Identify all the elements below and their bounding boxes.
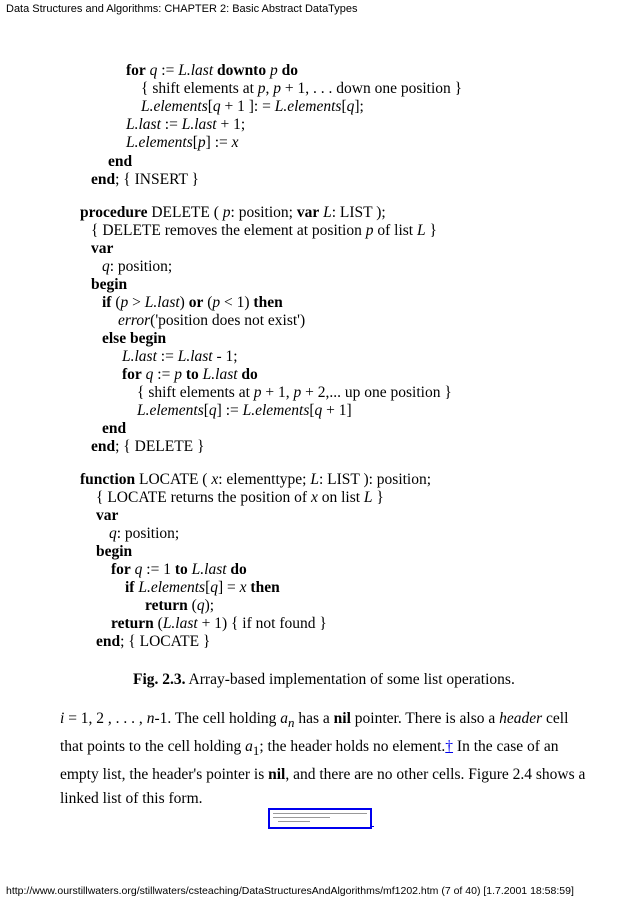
code-line: var [96,507,119,524]
code-line: L.elements[p] := x [126,134,239,151]
paragraph-line: that points to the cell holding $a_1$; the header holds no element.† In the case of an [60,738,559,759]
code-line: var [91,240,114,257]
code-line: if L.elements[q] = x then [125,579,280,596]
link-underline [370,826,374,827]
paragraph-line: empty list, the header's pointer is nil, and there are no other cells. Figure 2.4 shows a [60,766,586,784]
code-line: L.last := L.last + 1; [126,116,246,133]
code-line: error('position does not exist') [118,312,306,329]
figure-thumbnail-link[interactable] [268,808,372,829]
paragraph-line: linked list of this form. [60,790,203,808]
figure-caption: Fig. 2.3. Array-based implementation of some list operations. [133,671,515,688]
code-line: { shift elements at p, p + 1, . . . down one position } [141,80,463,97]
code-line: q: position; [109,525,180,542]
code-line: begin [96,543,133,560]
code-line: return (q); [145,597,215,614]
code-line: L.elements[q] := L.elements[q + 1] [137,402,352,419]
body-paragraph [60,707,600,811]
code-line: end; { DELETE } [91,438,205,455]
code-line: return (L.last + 1) { if not found } [111,615,327,632]
code-line: for q := 1 to L.last do [111,561,247,578]
page-footer: http://www.ourstillwaters.org/stillwaters/csteaching/DataStructuresAndAlgorithms/mf1202.htm (7 of 40) [1.7.2001 18:58:59] [6,885,574,897]
code-line: else begin [102,330,167,347]
code-line: end; { INSERT } [91,171,199,188]
code-line: L.elements[q + 1 ]: = L.elements[q]; [141,98,364,115]
code-line: procedure DELETE ( p: position; var L: LIST ); [80,204,386,221]
code-line: begin [91,276,128,293]
code-line: end [102,420,127,437]
code-line: { DELETE removes the element at position p of list L } [91,222,437,239]
code-line: function LOCATE ( x: elementtype; L: LIST ): position; [80,471,432,488]
code-line: end; { LOCATE } [96,633,211,650]
code-line: if (p > L.last) or (p < 1) then [102,294,283,311]
code-line: { shift elements at p + 1, p + 2,... up one position } [137,384,452,401]
page-header: Data Structures and Algorithms: CHAPTER 2: Basic Abstract DataTypes [6,3,358,15]
code-line: { LOCATE returns the position of x on list L } [96,489,384,506]
paragraph-line: i = 1, 2 , . . . , n-1. The cell holding $a_n$ has a nil pointer. There is also a header cell [60,710,569,731]
footnote-link[interactable]: † [445,738,454,756]
code-line: for q := L.last downto p do [126,62,298,79]
code-line: end [108,153,133,170]
code-line: L.last := L.last - 1; [122,348,238,365]
code-line: q: position; [102,258,173,275]
code-line: for q := p to L.last do [122,366,258,383]
